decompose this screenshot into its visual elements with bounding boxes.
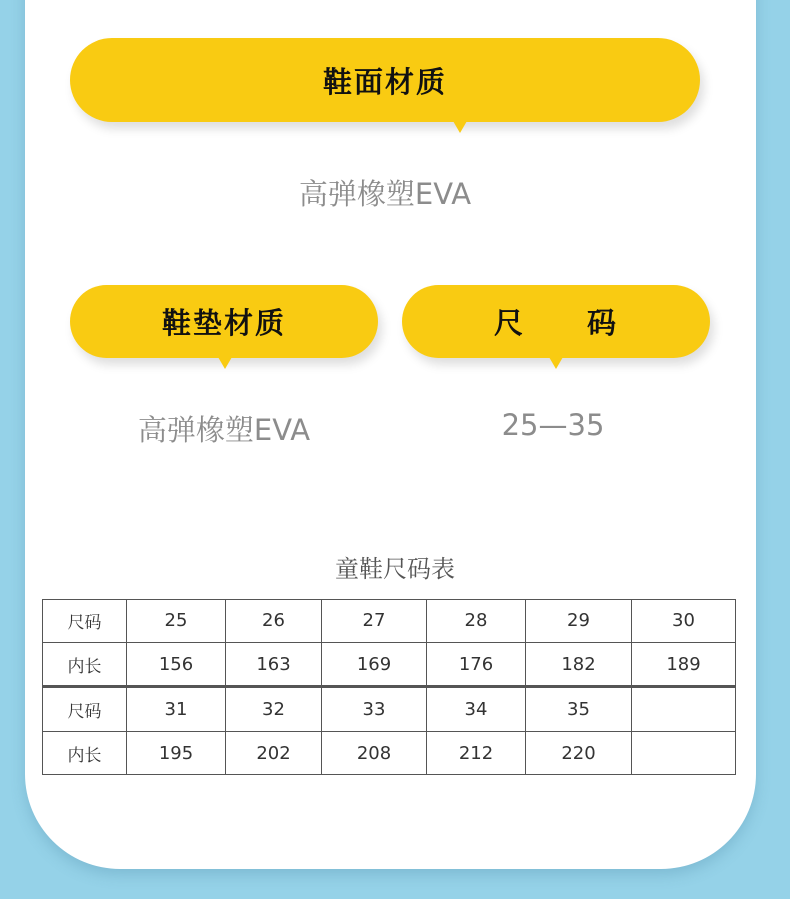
- row-header: 内长: [43, 642, 127, 687]
- row-header: 尺码: [43, 600, 127, 643]
- table-cell: 27: [322, 600, 427, 643]
- table-cell: 220: [526, 732, 632, 775]
- table-row: [43, 642, 736, 687]
- insole-material-banner: [70, 285, 378, 358]
- table-cell: 212: [427, 732, 526, 775]
- upper-material-value: 高弹橡塑EVA: [298, 177, 472, 211]
- banner-pointer: [218, 357, 232, 369]
- table-row: [43, 732, 736, 775]
- table-cell: 176: [427, 642, 526, 687]
- table-cell: 35: [526, 687, 632, 732]
- table-cell: 29: [526, 600, 632, 643]
- table-row: [43, 687, 736, 732]
- table-cell: 163: [226, 642, 322, 687]
- row-header: 内长: [43, 732, 127, 775]
- size-table-title: 童鞋尺码表: [335, 555, 455, 583]
- banner-pointer: [453, 121, 467, 133]
- table-cell: 169: [322, 642, 427, 687]
- table-cell: 208: [322, 732, 427, 775]
- table-cell: 25: [127, 600, 226, 643]
- table-cell: 33: [322, 687, 427, 732]
- banner-pointer: [549, 357, 563, 369]
- size-banner: [402, 285, 710, 358]
- table-cell: 182: [526, 642, 632, 687]
- table-cell: 26: [226, 600, 322, 643]
- table-cell: [632, 732, 736, 775]
- table-cell: [632, 687, 736, 732]
- table-cell: 30: [632, 600, 736, 643]
- row-header: 尺码: [43, 687, 127, 732]
- size-label: 尺 码: [493, 306, 618, 340]
- table-cell: 32: [226, 687, 322, 732]
- insole-material-label: 鞋垫材质: [161, 306, 286, 340]
- table-cell: 28: [427, 600, 526, 643]
- table-cell: 34: [427, 687, 526, 732]
- size-table: [42, 599, 736, 775]
- upper-material-label: 鞋面材质: [322, 64, 447, 99]
- table-cell: 31: [127, 687, 226, 732]
- table-cell: 195: [127, 732, 226, 775]
- table-row: [43, 600, 736, 643]
- table-cell: 156: [127, 642, 226, 687]
- insole-material-value: 高弹橡塑EVA: [137, 413, 311, 447]
- table-cell: 189: [632, 642, 736, 687]
- size-range-value: 25—35: [501, 408, 605, 442]
- table-cell: 202: [226, 732, 322, 775]
- upper-material-banner: [70, 38, 700, 122]
